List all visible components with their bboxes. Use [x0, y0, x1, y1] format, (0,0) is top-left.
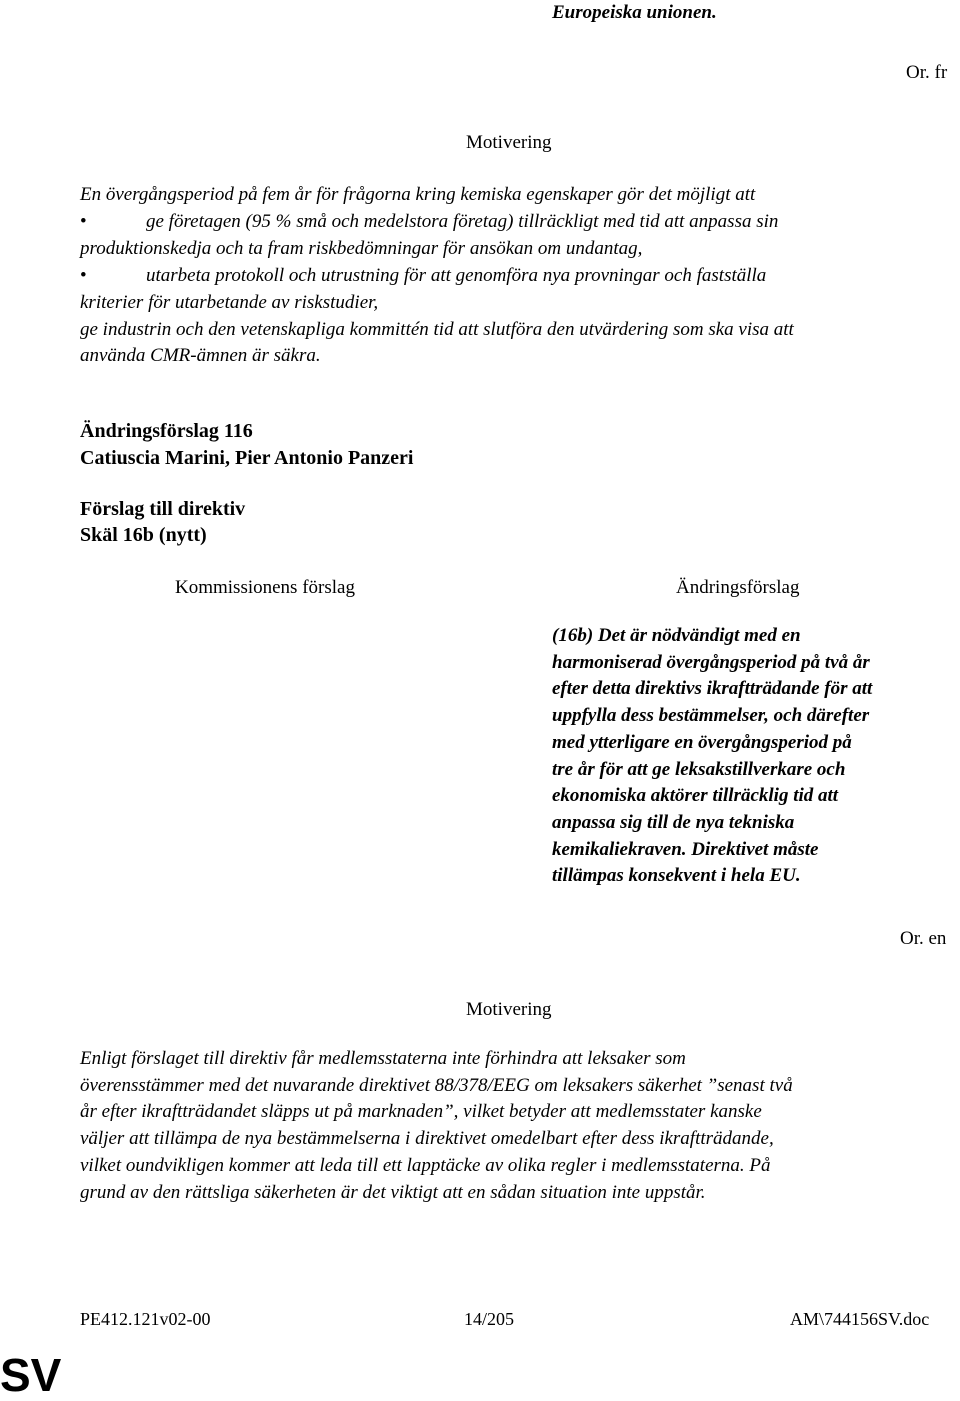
motivation-2-line: överensstämmer med det nuvarande direktivet 88/378/EEG om leksakers säkerhet ”senast två — [80, 1074, 793, 1096]
motivation-2-line: väljer att tillämpa de nya bestämmelserna i direktivet omedelbart efter dess ikraftträdande, — [80, 1128, 774, 1150]
footer-file-name: AM\744156SV.doc — [790, 1309, 930, 1329]
bullet-3-line-1: ge industrin och den vetenskapliga kommittén tid att slutföra den utvärdering som ska visa att — [80, 319, 794, 340]
motivation-heading: Motivering — [466, 132, 552, 153]
amendment-text-line: uppfylla dess bestämmelser, och därefter — [552, 705, 870, 727]
amendment-text-line: efter detta direktivs ikraftträdande för att — [552, 678, 873, 700]
motivation-intro: En övergångsperiod på fem år för frågorna kring kemiska egenskaper gör det möjligt att — [80, 184, 756, 205]
bullet-marker: • — [80, 265, 87, 286]
column-header-amendment: Ändringsförslag — [676, 577, 800, 598]
amendment-text-line: tillämpas konsekvent i hela EU. — [552, 865, 801, 887]
footer-doc-ref: PE412.121v02-00 — [80, 1309, 211, 1329]
bullet-marker: • — [80, 211, 87, 232]
amendment-authors: Catiuscia Marini, Pier Antonio Panzeri — [80, 447, 414, 469]
bullet-2-line-2: kriterier för utarbetande av riskstudier, — [80, 292, 379, 313]
amendment-text — [552, 623, 872, 890]
motivation-2-text — [80, 1046, 793, 1206]
original-language-fr: Or. fr — [906, 62, 948, 83]
proposal-label: Förslag till direktiv — [80, 498, 246, 520]
bullet-1-line-1: ge företagen (95 % små och medelstora företag) tillräckligt med tid att anpassa sin — [146, 211, 779, 232]
amendment-text-line: med ytterligare en övergångsperiod på — [552, 731, 852, 753]
amendment-title: Ändringsförslag 116 — [80, 420, 253, 442]
bullet-1-line-2: produktionskedja och ta fram riskbedömningar för ansökan om undantag, — [80, 238, 643, 259]
motivation-2-line: vilket oundvikligen kommer att leda till ett lapptäcke av olika regler i medlemsstaterna. På — [80, 1154, 771, 1176]
amendment-text-line: tre år för att ge leksakstillverkare och — [552, 758, 846, 780]
amendment-text-line: ekonomiska aktörer tillräcklig tid att — [552, 785, 839, 807]
recital-label: Skäl 16b (nytt) — [80, 524, 207, 546]
motivation-heading-2: Motivering — [466, 999, 552, 1020]
column-header-commission: Kommissionens förslag — [175, 577, 355, 598]
bullet-3-line-2: använda CMR-ämnen är säkra. — [80, 345, 321, 366]
amendment-text-line: harmoniserad övergångsperiod på två år — [552, 651, 870, 673]
motivation-2-line: Enligt förslaget till direktiv får medlemsstaterna inte förhindra att leksaker som — [80, 1048, 686, 1069]
bullet-2-line-1: utarbeta protokoll och utrustning för att genomföra nya provningar och fastställa — [146, 265, 767, 286]
motivation-2-line: grund av den rättsliga säkerheten är det viktigt att en sådan situation inte uppstår. — [80, 1181, 706, 1203]
amendment-text-line: kemikaliekraven. Direktivet måste — [552, 838, 819, 860]
top-line: Europeiska unionen. — [552, 2, 717, 23]
motivation-2-line: år efter ikraftträdandet släpps ut på marknaden”, vilket betyder att medlemsstater kanske — [80, 1101, 762, 1123]
language-badge: SV — [0, 1349, 62, 1401]
amendment-text-line: (16b) Det är nödvändigt med en — [552, 625, 801, 646]
original-language-en: Or. en — [900, 928, 947, 949]
footer-page-number: 14/205 — [464, 1309, 515, 1329]
amendment-text-line: anpassa sig till de nya tekniska — [552, 811, 795, 833]
